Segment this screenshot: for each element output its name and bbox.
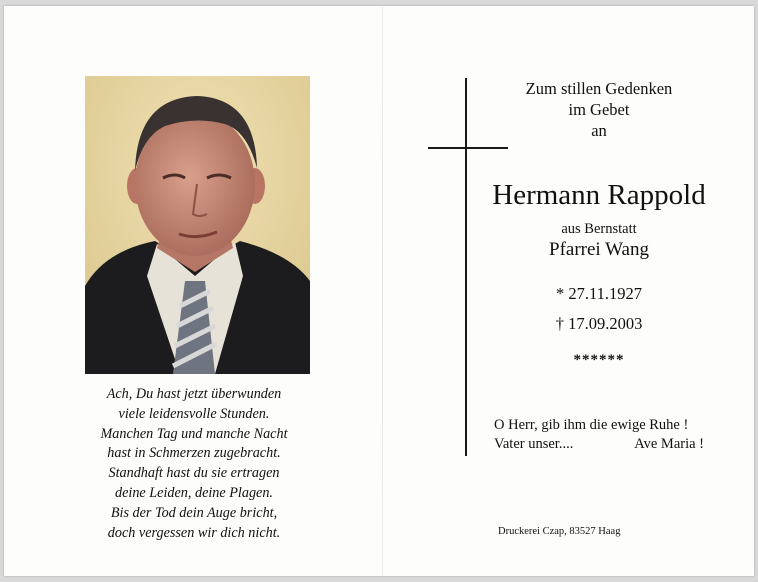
heading-line: im Gebet <box>568 100 630 119</box>
verse-line: deine Leiden, deine Plagen. <box>115 484 273 501</box>
printer-credit: Druckerei Czap, 83527 Haag <box>498 526 621 537</box>
death-date: † 17.09.2003 <box>555 314 643 333</box>
verse-line: doch vergessen wir dich nicht. <box>107 524 281 541</box>
separator: ****** <box>573 352 625 368</box>
fold-line <box>382 6 383 576</box>
prayer-vater-unser: Vater unser.... <box>494 436 574 452</box>
verse-line: Ach, Du hast jetzt überwunden <box>106 386 282 402</box>
verse-line: Standhaft hast du sie ertragen <box>108 465 280 482</box>
portrait-photo <box>85 76 310 374</box>
heading-line: an <box>591 121 607 140</box>
heading <box>474 78 724 141</box>
memorial-verse <box>44 385 344 543</box>
memorial-card <box>4 6 754 576</box>
cross-icon <box>428 147 508 149</box>
deceased-name: Hermann Rappold <box>492 179 706 211</box>
prayer-ave-maria: Ave Maria ! <box>634 436 704 452</box>
verse-line: Bis der Tod dein Auge bricht, <box>110 504 278 521</box>
prayer-line: O Herr, gib ihm die ewige Ruhe ! <box>494 417 689 433</box>
verse-line: Manchen Tag und manche Nacht <box>100 425 288 442</box>
origin: aus Bernstatt <box>561 221 637 237</box>
verse-line: hast in Schmerzen zugebracht. <box>107 445 281 462</box>
cross-icon <box>465 78 467 456</box>
prayer-line-2 <box>494 436 704 453</box>
birth-date: * 27.11.1927 <box>555 284 642 303</box>
verse-line: viele leidensvolle Stunden. <box>118 405 270 422</box>
parish: Pfarrei Wang <box>549 239 649 260</box>
heading-line: Zum stillen Gedenken <box>525 79 673 98</box>
